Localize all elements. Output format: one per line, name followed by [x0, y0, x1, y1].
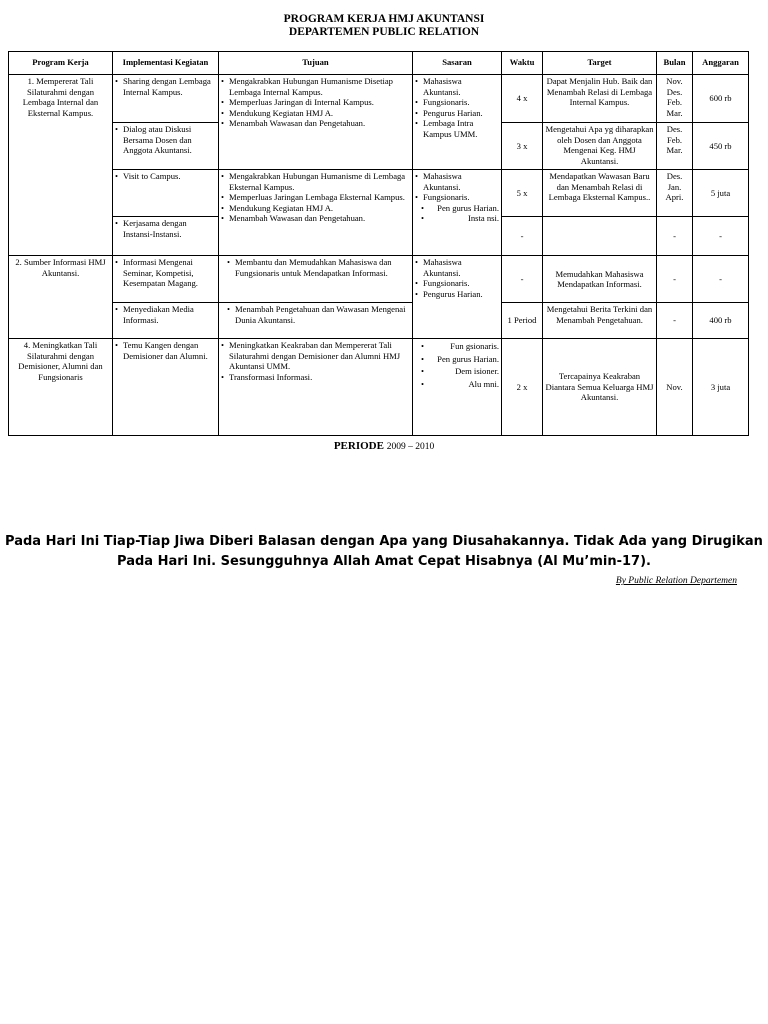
table-row — [9, 303, 749, 339]
col-header: Waktu — [502, 52, 543, 75]
bulan-cell: Nov. Des. Feb. Mar. — [657, 75, 693, 123]
list-item: • Fun gsionaris. — [415, 340, 499, 353]
doc-subtitle: DEPARTEMEN PUBLIC RELATION — [288, 26, 480, 38]
impl-cell — [113, 123, 219, 170]
list-item: • Menambah Pengetahuan dan Wawasan Mengenai Dunia Akuntansi. — [221, 304, 410, 325]
anggaran-cell: - — [693, 256, 749, 303]
table-row — [9, 75, 749, 123]
list-item: • Menambah Wawasan dan Pengetahuan. — [221, 118, 410, 129]
target-cell: Mengetahui Apa yg diharapkan oleh Dosen dan Anggota Mengenai Keg. HMJ Akuntansi. — [543, 123, 657, 170]
list-item: • Membantu dan Memudahkan Mahasiswa dan Fungsionaris untuk Mendapatkan Informasi. — [221, 257, 410, 278]
sasaran-cell — [413, 256, 502, 339]
table-row — [9, 256, 749, 303]
periode-label: PERIODE — [333, 440, 384, 452]
list-item: • Mendukung Kegiatan HMJ A. — [221, 108, 410, 119]
list-item: • Fungsionaris. — [415, 278, 499, 289]
periode-years: 2009 – 2010 — [386, 442, 435, 452]
target-cell: Tercapainya Keakraban Diantara Semua Keluarga HMJ Akuntansi. — [543, 339, 657, 436]
program-cell: 2. Sumber Informasi HMJ Akuntansi. — [9, 256, 113, 339]
waktu-cell: - — [502, 217, 543, 256]
target-cell: Memudahkan Mahasiswa Mendapatkan Informasi. — [543, 256, 657, 303]
sasaran-cell — [413, 339, 502, 436]
waktu-cell: 2 x — [502, 339, 543, 436]
list-item: • Transformasi Informasi. — [221, 372, 410, 383]
quote-line: Pada Hari Ini Tiap-Tiap Jiwa Diberi Balasan dengan Apa yang Diusahakannya. Tidak Ada yang Dirugikan — [5, 534, 763, 549]
target-cell: Mengetahui Berita Terkini dan Menambah Pengetahuan. — [543, 303, 657, 339]
sasaran-cell — [413, 75, 502, 170]
list-item: • Mahasiswa Akuntansi. — [415, 76, 499, 97]
program-cell: 1. Mempererat Tali Silaturahmi dengan Lembaga Internal dan Eksternal Kampus. — [9, 75, 113, 256]
list-item: • Dem isioner. — [415, 365, 499, 378]
waktu-cell: - — [502, 256, 543, 303]
anggaran-cell: - — [693, 217, 749, 256]
anggaran-cell: 3 juta — [693, 339, 749, 436]
list-item: • Fungsionaris. — [415, 97, 499, 108]
list-item: • Kerjasama dengan Instansi-Instansi. — [115, 218, 216, 239]
quote-line: Pada Hari Ini. Sesungguhnya Allah Amat Cepat Hisabnya (Al Mu’min-17). — [117, 554, 651, 569]
impl-cell — [113, 217, 219, 256]
col-header: Target — [543, 52, 657, 75]
target-cell: Mendapatkan Wawasan Baru dan Menambah Relasi di Lembaga Eksternal Kampus.. — [543, 170, 657, 217]
impl-cell — [113, 303, 219, 339]
impl-cell — [113, 256, 219, 303]
waktu-cell: 4 x — [502, 75, 543, 123]
col-header: Program Kerja — [9, 52, 113, 75]
list-item: • Pengurus Harian. — [415, 108, 499, 119]
bulan-cell: Des. Jan. Apri. — [657, 170, 693, 217]
list-item: • Insta nsi. — [415, 213, 499, 224]
col-header: Anggaran — [693, 52, 749, 75]
bulan-cell: Nov. — [657, 339, 693, 436]
list-item: • Pen gurus Harian. — [415, 203, 499, 214]
col-header: Implementasi Kegiatan — [113, 52, 219, 75]
quote — [0, 532, 768, 572]
col-header: Bulan — [657, 52, 693, 75]
list-item: • Visit to Campus. — [115, 171, 216, 182]
impl-cell — [113, 339, 219, 436]
list-item: • Sharing dengan Lembaga Internal Kampus. — [115, 76, 216, 97]
col-header: Sasaran — [413, 52, 502, 75]
target-cell — [543, 217, 657, 256]
list-item: • Mahasiswa Akuntansi. — [415, 257, 499, 278]
list-item: • Fungsionaris. — [415, 192, 499, 203]
impl-cell — [113, 75, 219, 123]
list-item: • Temu Kangen dengan Demisioner dan Alumni. — [115, 340, 216, 361]
list-item: • Memperluas Jaringan di Internal Kampus. — [221, 97, 410, 108]
bulan-cell: - — [657, 303, 693, 339]
bulan-cell: - — [657, 217, 693, 256]
tujuan-cell — [219, 170, 413, 256]
list-item: • Dialog atau Diskusi Bersama Dosen dan Anggota Akuntansi. — [115, 124, 216, 156]
doc-title: PROGRAM KERJA HMJ AKUNTANSI — [283, 13, 485, 25]
list-item: • Mahasiswa Akuntansi. — [415, 171, 499, 192]
list-item: • Menyediakan Media Informasi. — [115, 304, 216, 325]
list-item: • Alu mni. — [415, 378, 499, 391]
waktu-cell: 5 x — [502, 170, 543, 217]
list-item: • Mengakrabkan Hubungan Humanisme di Lembaga Eksternal Kampus. — [221, 171, 410, 192]
tujuan-cell — [219, 303, 413, 339]
anggaran-cell: 600 rb — [693, 75, 749, 123]
waktu-cell: 1 Period — [502, 303, 543, 339]
list-item: • Pengurus Harian. — [415, 289, 499, 300]
tujuan-cell — [219, 339, 413, 436]
waktu-cell: 3 x — [502, 123, 543, 170]
table-row — [9, 170, 749, 217]
list-item: • Lembaga Intra Kampus UMM. — [415, 118, 499, 139]
tujuan-cell — [219, 75, 413, 170]
periode — [0, 440, 768, 452]
impl-cell — [113, 170, 219, 217]
list-item: • Meningkatkan Keakraban dan Mempererat Tali Silaturahmi dengan Demisioner dan Alumni HMJ Akuntansi UMM. — [221, 340, 410, 372]
program-table — [8, 51, 749, 436]
list-item: • Informasi Mengenai Seminar, Kompetisi, Kesempatan Magang. — [115, 257, 216, 289]
bulan-cell: - — [657, 256, 693, 303]
list-item: • Mendukung Kegiatan HMJ A. — [221, 203, 410, 214]
anggaran-cell: 400 rb — [693, 303, 749, 339]
list-item: • Memperluas Jaringan Lembaga Eksternal Kampus. — [221, 192, 410, 203]
col-header: Tujuan — [219, 52, 413, 75]
tujuan-cell — [219, 256, 413, 303]
target-cell: Dapat Menjalin Hub. Baik dan Menambah Relasi di Lembaga Internal Kampus. — [543, 75, 657, 123]
list-item: • Menambah Wawasan dan Pengetahuan. — [221, 213, 410, 224]
anggaran-cell: 450 rb — [693, 123, 749, 170]
table-header-row — [9, 52, 749, 75]
signature: By Public Relation Departemen — [615, 576, 737, 586]
table-row — [9, 339, 749, 436]
list-item: • Pen gurus Harian. — [415, 353, 499, 366]
program-cell: 4. Meningkatkan Tali Silaturahmi dengan Demisioner, Alumni dan Fungsionaris — [9, 339, 113, 436]
anggaran-cell: 5 juta — [693, 170, 749, 217]
list-item: • Mengakrabkan Hubungan Humanisme Disetiap Lembaga Internal Kampus. — [221, 76, 410, 97]
sasaran-cell — [413, 170, 502, 256]
bulan-cell: Des. Feb. Mar. — [657, 123, 693, 170]
